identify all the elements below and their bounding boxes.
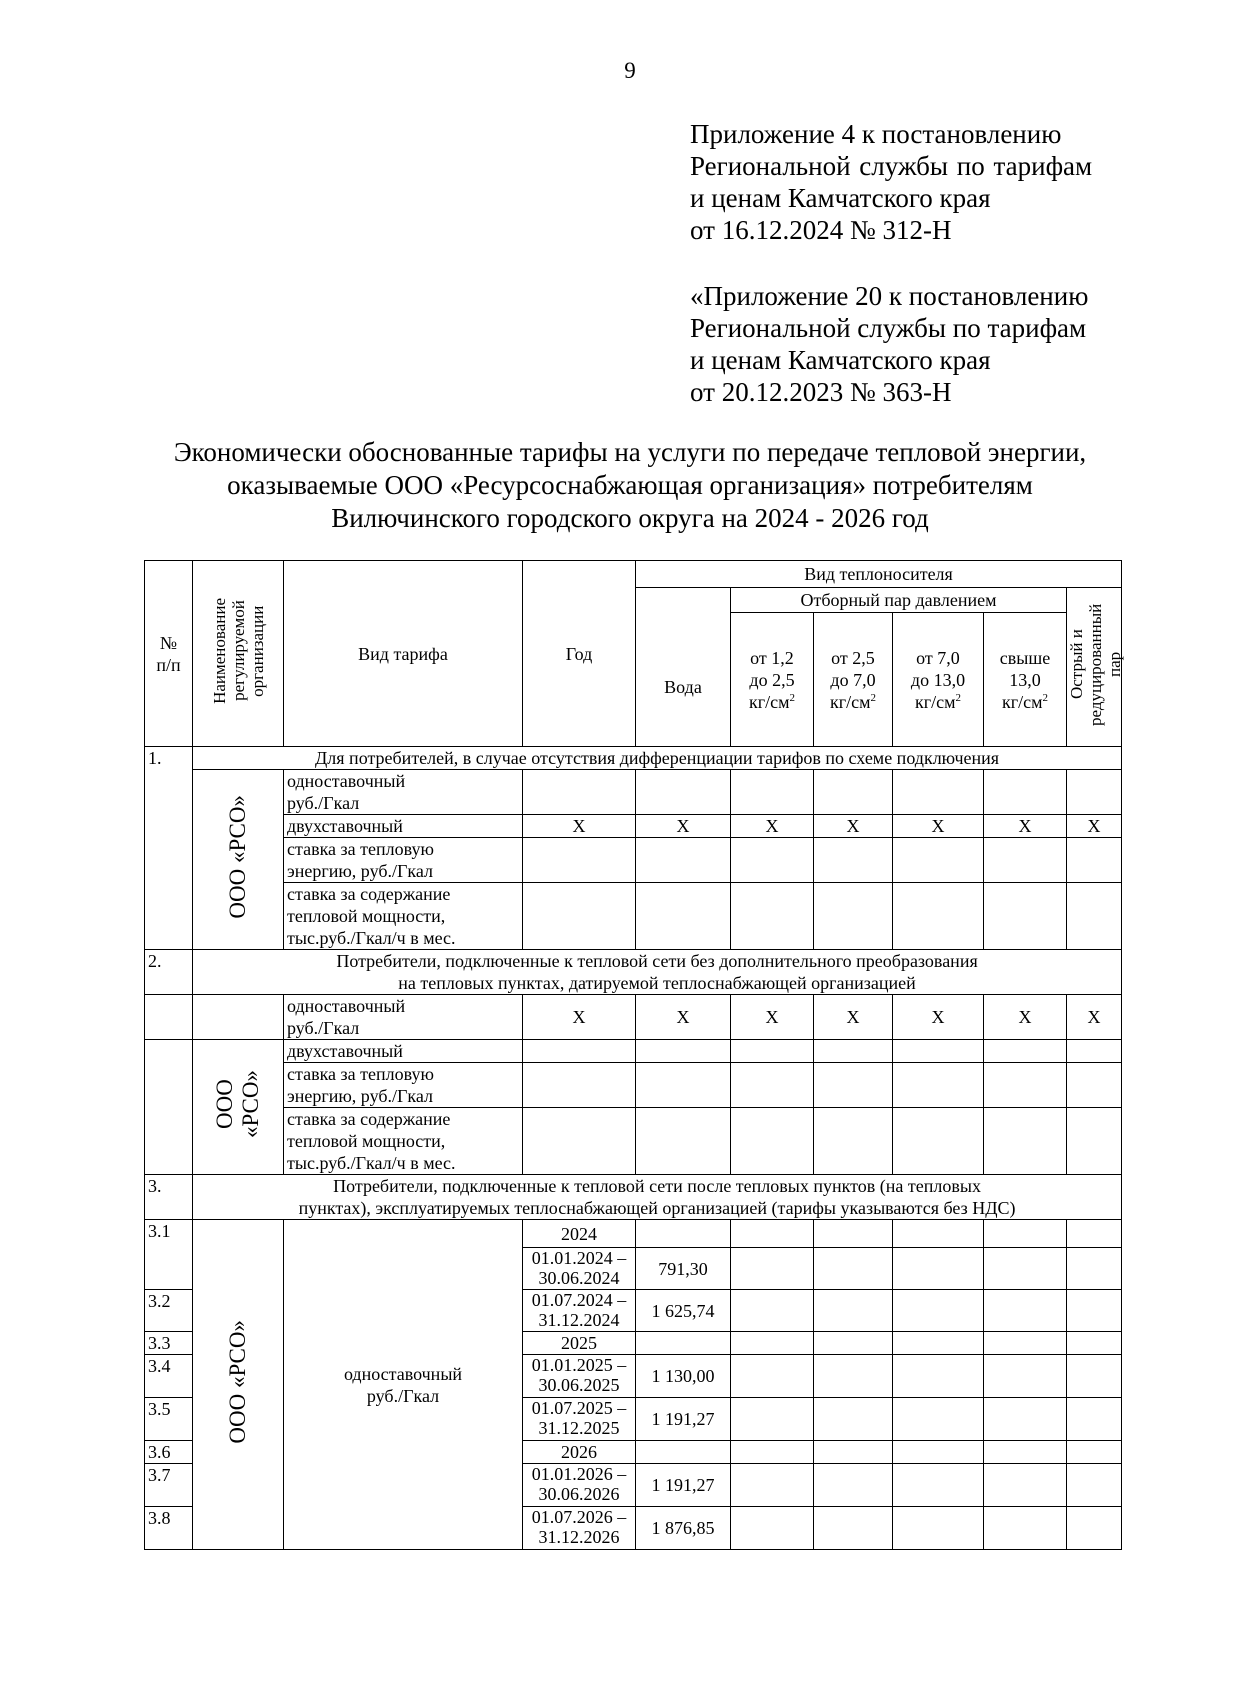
header-pressure-2: от 2,5 до 7,0 $кг/см^2$	[814, 613, 893, 747]
appendix-line: «Приложение 20 к постановлению	[690, 281, 1089, 311]
header-steam: Отборный пар давлением	[731, 588, 1067, 613]
tariff-label: ставка за тепловую энергию, руб./Гкал	[284, 838, 523, 883]
document-title	[120, 436, 1140, 535]
header-num: № п/п	[145, 561, 193, 747]
tariff-label: двухставочный	[284, 815, 523, 838]
section-row	[145, 1175, 1122, 1220]
period-cell: 01.07.2026 – 31.12.2026	[523, 1507, 636, 1550]
tariff-label: ставка за содержание тепловой мощности, тыс.руб./Гкал/ч в мес.	[284, 883, 523, 950]
table-row: двухставочный X X X X X X X	[145, 815, 1122, 838]
tariff-table	[144, 560, 1122, 1550]
year-cell: 2026	[523, 1441, 636, 1464]
tariff-label: ставка за содержание тепловой мощности, тыс.руб./Гкал/ч в мес.	[284, 1108, 523, 1175]
row-num: 3.2	[145, 1290, 193, 1332]
water-value: 1 625,74	[636, 1290, 731, 1332]
header-tariff-type: Вид тарифа	[284, 561, 523, 747]
section-num: 3.	[145, 1175, 193, 1220]
row-num: 3.8	[145, 1507, 193, 1550]
section-num: 2.	[145, 950, 193, 995]
appendix-line: от 20.12.2023 № 363-Н	[690, 377, 952, 407]
appendix-line: и ценам Камчатского края	[690, 345, 991, 375]
table-row: одноставочный руб./Гкал X X X X X X X	[145, 995, 1122, 1040]
row-num: 3.3	[145, 1332, 193, 1355]
header-carrier: Вид теплоносителя	[636, 561, 1122, 588]
appendix-line: Региональной службы по тарифам	[690, 313, 1087, 343]
section-title: Потребители, подключенные к тепловой сети после тепловых пунктов (на тепловых пунктах), эксплуатируемых теплоснабжающей организацией (тарифы указываются без НДС)	[193, 1175, 1122, 1220]
org-name: ООО «РСО»	[193, 1040, 284, 1175]
table-row	[145, 883, 1122, 950]
appendix-line: Приложение 4 к постановлению	[690, 119, 1062, 149]
title-line: оказываемые ООО «Ресурсоснабжающая организация» потребителям	[227, 470, 1033, 500]
title-line: Экономически обоснованные тарифы на услуги по передаче тепловой энергии,	[173, 437, 1087, 467]
appendix-line: и ценам Камчатского края	[690, 183, 991, 213]
table-row	[145, 1063, 1122, 1108]
title-line: Вилючинского городского округа на 2024 - 2026 год	[331, 503, 929, 533]
row-num: 3.6	[145, 1441, 193, 1464]
period-cell: 01.07.2024 – 31.12.2024	[523, 1290, 636, 1332]
appendix-line: от 16.12.2024 № 312-Н	[690, 215, 952, 245]
row-num: 3.7	[145, 1464, 193, 1507]
table-row	[145, 838, 1122, 883]
header-pressure-4: свыше 13,0 $кг/см^2$	[984, 613, 1067, 747]
section-title: Потребители, подключенные к тепловой сети без дополнительного преобразования на тепловых пунктах, датируемой теплоснабжающей организацией	[193, 950, 1122, 995]
tariff-label: одноставочный руб./Гкал	[284, 995, 523, 1040]
header-org: Наименование регулируемой организации	[193, 561, 284, 747]
row-num: 3.4	[145, 1355, 193, 1398]
section-num: 1.	[145, 747, 193, 950]
org-name: ООО «РСО»	[193, 1220, 284, 1550]
org-name: ООО «РСО»	[193, 770, 284, 950]
tariff-label: одноставочный руб./Гкал	[284, 770, 523, 815]
period-cell: 01.07.2025 – 31.12.2025	[523, 1398, 636, 1441]
water-value: 1 191,27	[636, 1464, 731, 1507]
header-year: Год	[523, 561, 636, 747]
appendix-line: Региональной службы по тарифам	[690, 151, 1093, 181]
table-row	[145, 1108, 1122, 1175]
section-row	[145, 950, 1122, 995]
tariff-label: ставка за тепловую энергию, руб./Гкал	[284, 1063, 523, 1108]
period-cell: 01.01.2024 – 30.06.2024	[523, 1248, 636, 1290]
header-water: Вода	[636, 588, 731, 747]
tariff-label: двухставочный	[284, 1040, 523, 1063]
period-cell: 01.01.2025 – 30.06.2025	[523, 1355, 636, 1398]
water-value: 1 876,85	[636, 1507, 731, 1550]
year-cell: 2025	[523, 1332, 636, 1355]
year-cell: 2024	[523, 1220, 636, 1248]
water-value: 791,30	[636, 1248, 731, 1290]
table-row	[145, 770, 1122, 815]
water-value: 1 191,27	[636, 1398, 731, 1441]
table-row	[145, 1220, 1122, 1248]
water-value: 1 130,00	[636, 1355, 731, 1398]
period-cell: 01.01.2026 – 30.06.2026	[523, 1464, 636, 1507]
section-row	[145, 747, 1122, 770]
appendix-header-amended	[690, 280, 1130, 408]
header-sharp-steam: Острый и редуцированный пар	[1067, 588, 1122, 747]
page-number: 9	[624, 58, 636, 83]
section-title: Для потребителей, в случае отсутствия дифференциации тарифов по схеме подключения	[193, 747, 1122, 770]
table-row	[145, 1040, 1122, 1063]
header-pressure-3: от 7,0 до 13,0 $кг/см^2$	[893, 613, 984, 747]
row-num: 3.5	[145, 1398, 193, 1441]
appendix-header-current	[690, 118, 1130, 246]
tariff-label: одноставочный руб./Гкал	[284, 1220, 523, 1550]
row-num: 3.1	[145, 1220, 193, 1290]
header-pressure-1: от 1,2 до 2,5 $кг/см^2$	[731, 613, 814, 747]
